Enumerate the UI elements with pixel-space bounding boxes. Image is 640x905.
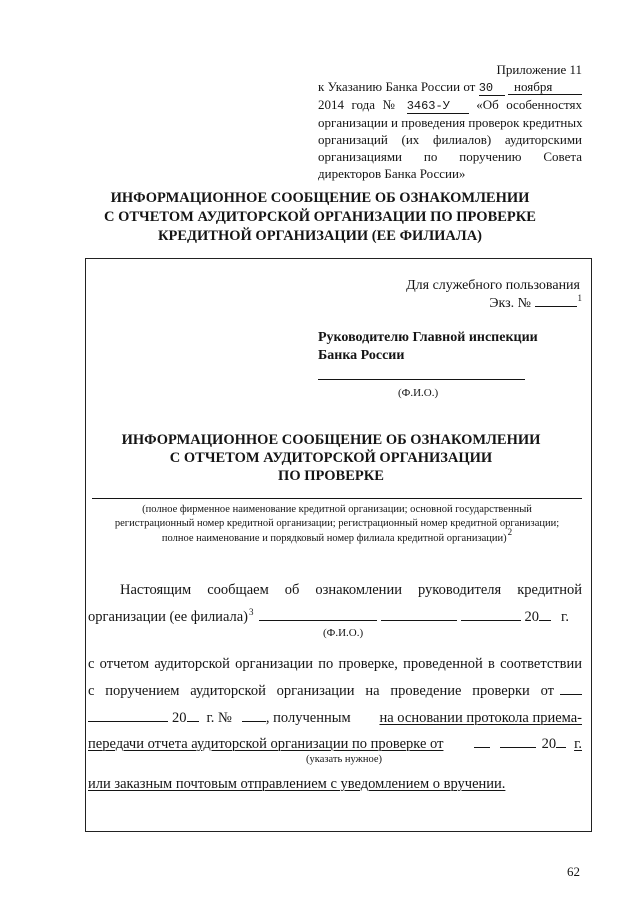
footnote-ref: 1 — [577, 293, 582, 303]
body-text: , полученным — [265, 710, 351, 726]
decree-title-start: «Об особенностях — [476, 97, 583, 112]
option-protocol-cont: передачи отчета аудиторской организации по проверке от — [88, 736, 444, 752]
year-blank — [539, 608, 551, 621]
organization-name-line — [92, 498, 582, 499]
organization-caption — [92, 503, 582, 546]
body-fio-caption: (Ф.И.О.) — [323, 627, 364, 639]
addressee-line: Руководителю Главной инспекции — [318, 330, 538, 345]
decree-number: 3463-У — [407, 99, 469, 114]
year-prefix: 20 — [524, 609, 540, 625]
appendix-label: Приложение 11 — [496, 62, 582, 77]
number-blank — [242, 709, 266, 722]
restricted-use-label: Для служебного пользования — [406, 278, 580, 293]
body-line-4 — [88, 682, 582, 700]
date-blank — [88, 709, 168, 722]
year-suffix: г. — [574, 736, 582, 752]
footnote-ref: 3 — [249, 607, 254, 617]
form-title-line: С ОТЧЕТОМ АУДИТОРСКОЙ ОРГАНИЗАЦИИ — [169, 450, 493, 466]
decree-month: ноября — [508, 80, 582, 95]
page-number: 62 — [567, 864, 580, 879]
appendix-header — [318, 61, 582, 182]
copy-number-blank — [535, 296, 577, 307]
decree-title-line: организаций (их филиалов) аудиторскими — [318, 132, 582, 147]
caption-text: полное наименование и порядковый номер филиала кредитной организации) — [161, 533, 507, 544]
option-protocol: на основании протокола приема- — [379, 710, 582, 726]
decree-title-line: организациями по поручению Совета — [318, 149, 582, 164]
form-title — [85, 431, 577, 485]
form-title-line: ПО ПРОВЕРКЕ — [278, 468, 384, 484]
copy-number — [489, 295, 582, 313]
footnote-ref: 2 — [507, 527, 513, 537]
form-title-line: ИНФОРМАЦИОННОЕ СООБЩЕНИЕ ОБ ОЗНАКОМЛЕНИИ — [121, 432, 541, 448]
year-suffix: г. — [561, 609, 569, 625]
caption-line — [92, 527, 582, 546]
fio-blank — [259, 608, 377, 621]
decree-title-line: директоров Банка России» — [318, 166, 466, 181]
year-blank — [187, 709, 199, 722]
body-line-5 — [88, 709, 582, 727]
body-text: с поручением аудиторской организации на проведение проверки от — [88, 683, 554, 699]
decree-year: 2014 года № — [318, 97, 400, 112]
year-prefix: 20 — [541, 736, 557, 752]
date-blank — [560, 682, 582, 695]
body-line-2 — [88, 608, 582, 627]
decree-title-line: организации и проведения проверок кредитных — [318, 115, 583, 130]
date-day-blank — [381, 608, 457, 621]
document-title — [0, 189, 640, 246]
addressee-fio-caption: (Ф.И.О.) — [398, 387, 439, 399]
title-line: С ОТЧЕТОМ АУДИТОРСКОЙ ОРГАНИЗАЦИИ ПО ПРОВЕРКЕ — [104, 209, 536, 225]
option-registered-mail: или заказным почтовым отправлением с уведомлением о вручении. — [88, 776, 506, 792]
date-day-blank — [474, 735, 490, 748]
year-prefix: 20 — [172, 710, 187, 726]
caption-line: (полное фирменное наименование кредитной организации; основной государственный — [142, 504, 532, 515]
caption-line: регистрационный номер кредитной организации; регистрационный номер кредитной организации; — [114, 518, 560, 529]
title-line: ИНФОРМАЦИОННОЕ СООБЩЕНИЕ ОБ ОЗНАКОМЛЕНИИ — [110, 190, 530, 206]
body-line-6 — [88, 735, 582, 753]
decree-prefix: к Указанию Банка России от — [318, 79, 476, 94]
appendix-decree-line — [318, 78, 582, 96]
date-month-blank — [500, 735, 536, 748]
decree-day: 30 — [479, 81, 505, 96]
date-month-blank — [461, 608, 521, 621]
appendix-number-line — [318, 96, 582, 114]
choose-option-caption: (указать нужное) — [306, 754, 383, 765]
body-text: организации (ее филиала) — [88, 609, 249, 625]
addressee-name-line — [318, 379, 525, 380]
body-line-3: с отчетом аудиторской организации по проверке, проведенной в соответствии — [88, 656, 582, 672]
number-label: г. № — [206, 710, 232, 726]
year-blank — [556, 735, 566, 748]
body-line-1: Настоящим сообщаем об ознакомлении руководителя кредитной — [120, 582, 582, 598]
title-line: КРЕДИТНОЙ ОРГАНИЗАЦИИ (ЕЕ ФИЛИАЛА) — [157, 228, 482, 244]
addressee — [318, 329, 538, 365]
addressee-line: Банка России — [318, 348, 405, 363]
copy-number-label: Экз. № — [489, 296, 531, 311]
